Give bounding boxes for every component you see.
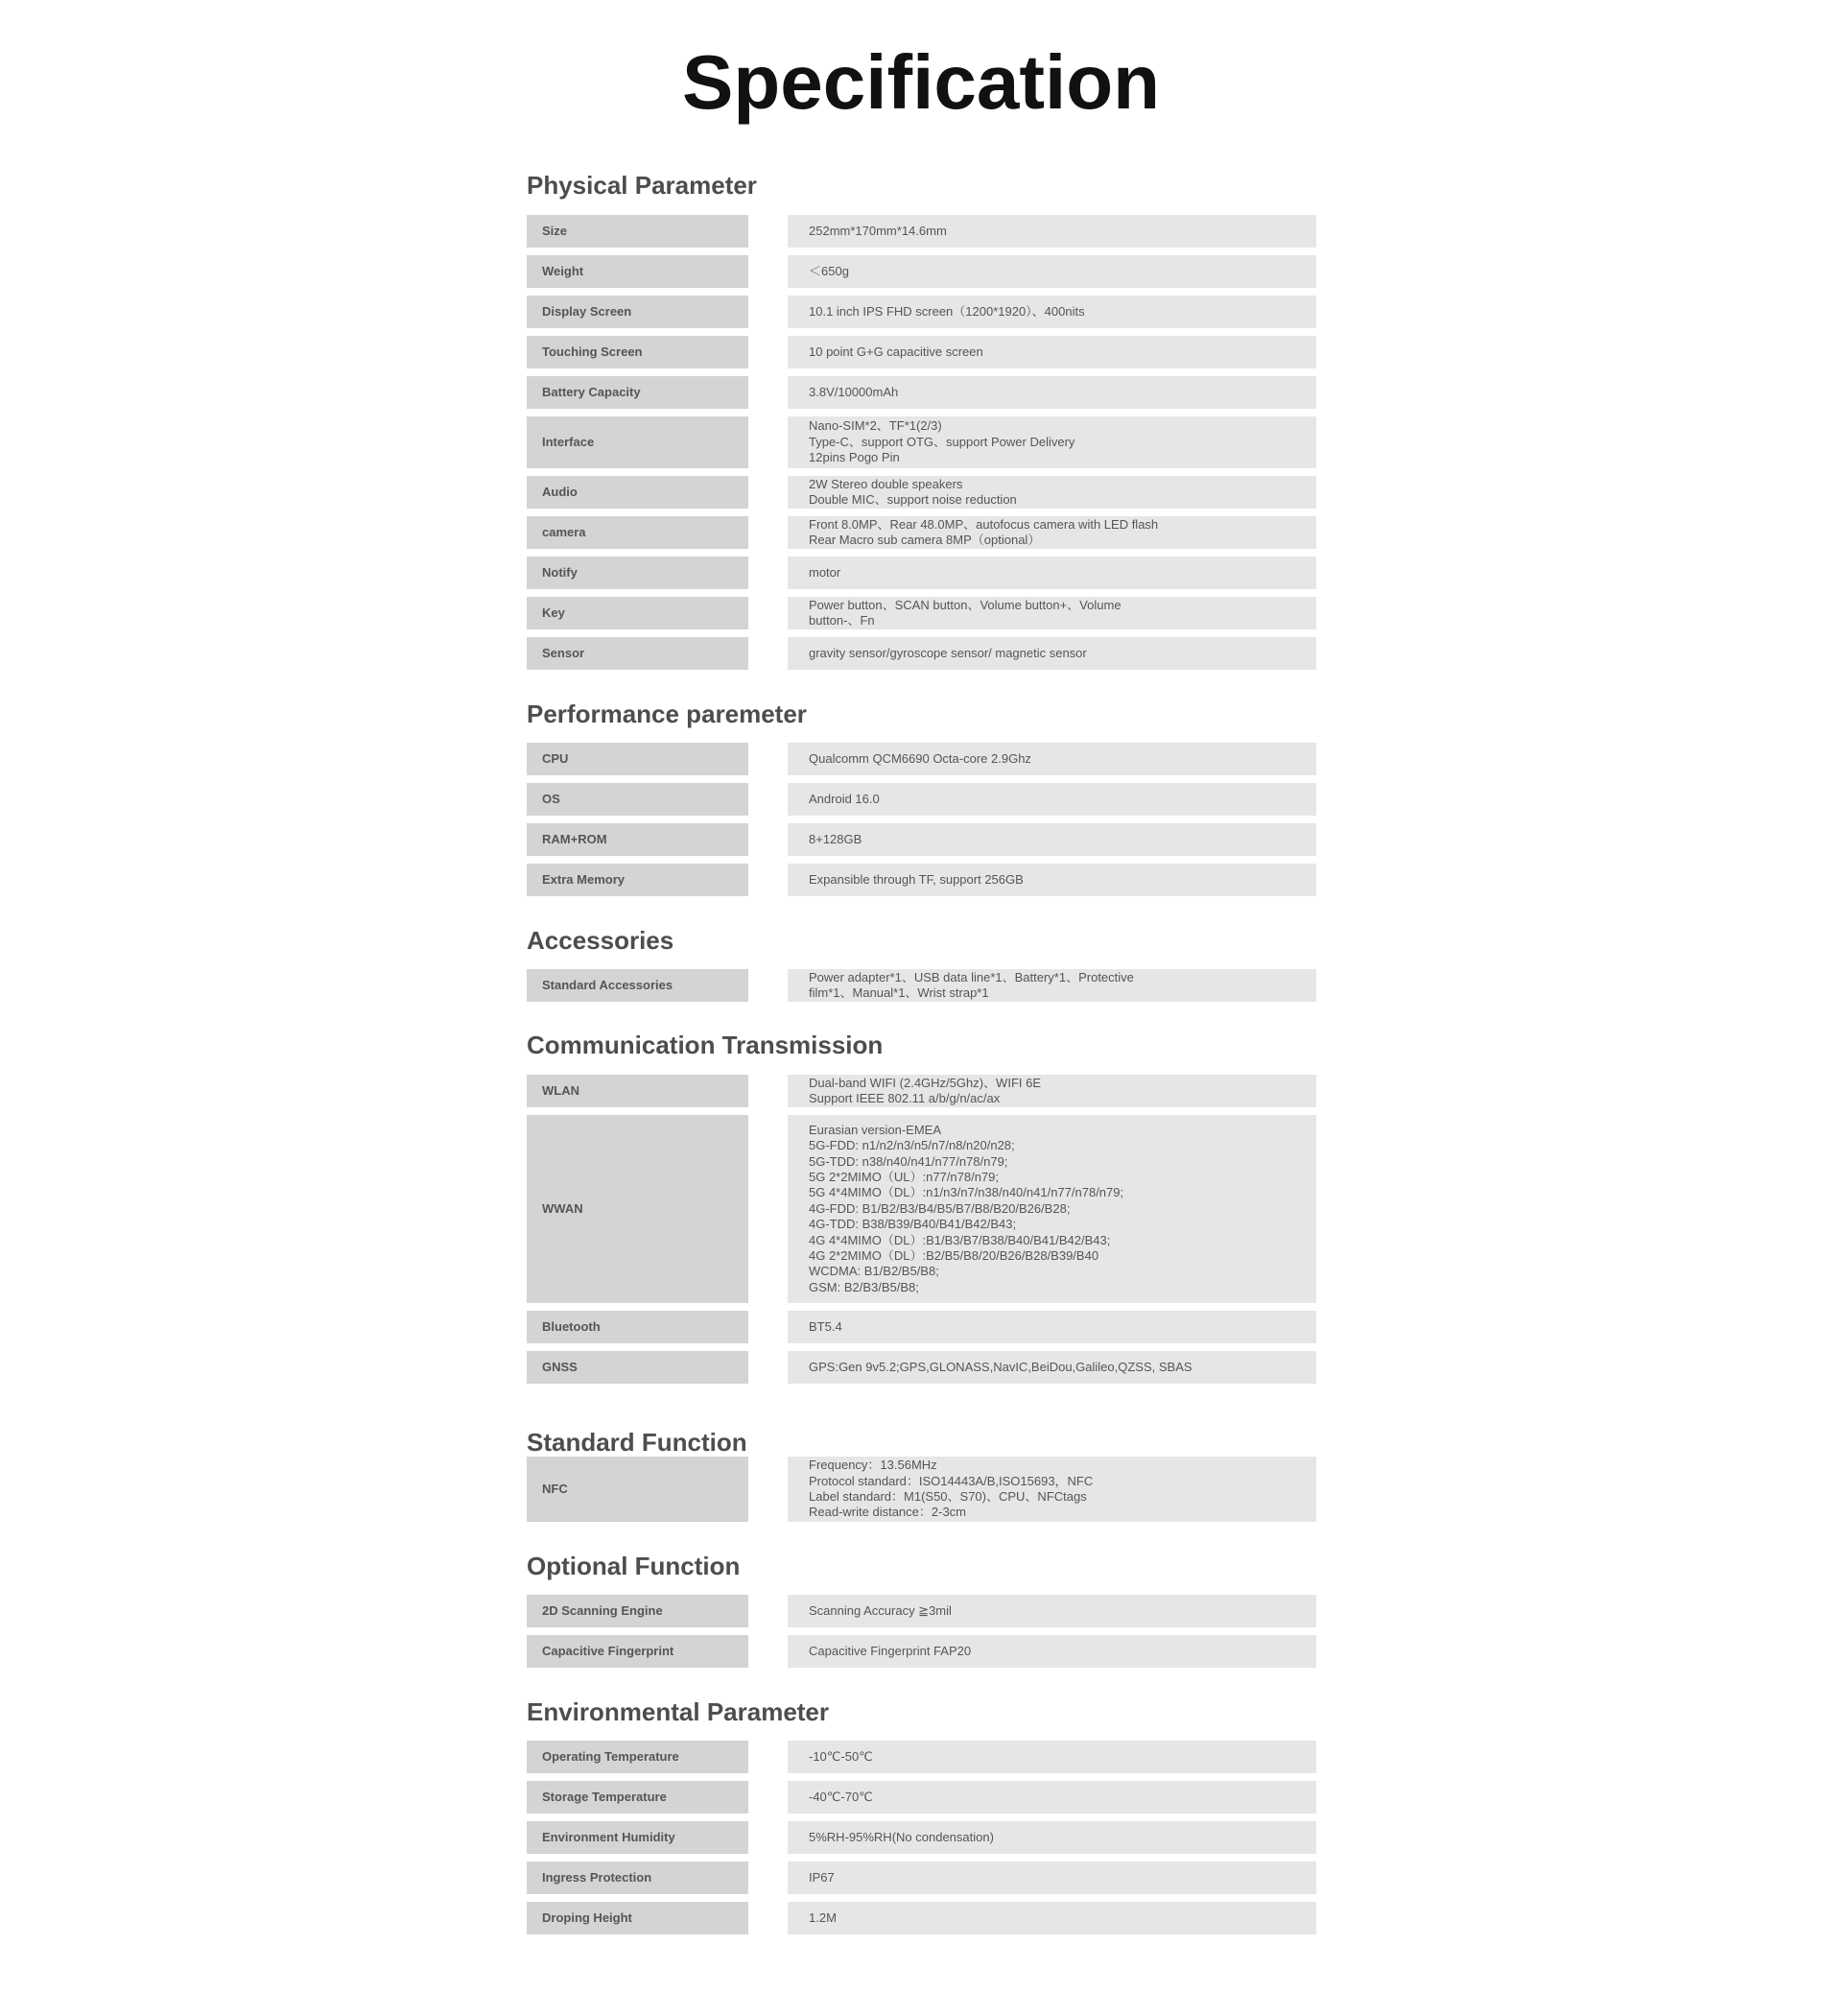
spec-value-line: Double MIC、support noise reduction: [809, 492, 1017, 507]
spec-value: [788, 557, 1316, 589]
spec-value-line: 252mm*170mm*14.6mm: [809, 223, 947, 238]
spec-value-line: Eurasian version-EMEA: [809, 1122, 941, 1137]
spec-value-line: Rear Macro sub camera 8MP（optional）: [809, 533, 1041, 547]
spec-value-line: Label standard：M1(S50、S70)、CPU、NFCtags: [809, 1489, 1087, 1504]
spec-value-line: Capacitive Fingerprint FAP20: [809, 1643, 972, 1658]
spec-label: Environment Humidity: [527, 1821, 748, 1854]
section-heading-environmental-parameter: Environmental Parameter: [527, 1697, 830, 1726]
spec-label: Sensor: [527, 637, 748, 670]
spec-value-line: -10℃-50℃: [809, 1748, 873, 1764]
spec-label: Capacitive Fingerprint: [527, 1635, 748, 1668]
spec-value-line: Protocol standard：ISO14443A/B,ISO15693，NFC: [809, 1473, 1094, 1488]
spec-row-battery-capacity: [527, 376, 1316, 409]
spec-value-line: 4G 2*2MIMO（DL）:B2/B5/B8/20/B26/B28/B39/B40: [809, 1248, 1099, 1264]
spec-label: WLAN: [527, 1075, 748, 1107]
spec-row-wwan: [527, 1115, 1316, 1303]
spec-row-size: [527, 215, 1316, 248]
spec-value: [788, 416, 1316, 468]
spec-value-line: gravity sensor/gyroscope sensor/ magnetic sensor: [809, 645, 1087, 660]
spec-value-line: Support IEEE 802.11 a/b/g/n/ac/ax: [809, 1091, 1001, 1105]
spec-label: Storage Temperature: [527, 1781, 748, 1814]
spec-value-line: Scanning Accuracy ≧3mil: [809, 1602, 952, 1618]
spec-row-wlan: [527, 1075, 1316, 1107]
spec-value: [788, 516, 1316, 549]
spec-value: [788, 1075, 1316, 1107]
spec-label: Touching Screen: [527, 336, 748, 368]
spec-row-storage-temperature: [527, 1781, 1316, 1814]
spec-row-droping-height: [527, 1902, 1316, 1934]
spec-label: Ingress Protection: [527, 1862, 748, 1894]
spec-value-line: WCDMA: B1/B2/B5/B8;: [809, 1264, 939, 1279]
spec-label: Standard Accessories: [527, 969, 748, 1002]
spec-value-line: Type-C、support OTG、support Power Delivery: [809, 434, 1075, 449]
spec-value-line: 2W Stereo double speakers: [809, 476, 963, 491]
spec-value-line: 4G 4*4MIMO（DL）:B1/B3/B7/B38/B40/B41/B42/B43;: [809, 1232, 1111, 1247]
spec-value-line: Android 16.0: [809, 791, 880, 806]
spec-value-line: Front 8.0MP、Rear 48.0MP、autofocus camera with LED flash: [809, 516, 1159, 532]
spec-value: [788, 597, 1316, 629]
spec-row-nfc: [527, 1457, 1316, 1522]
spec-value-line: 5G-TDD: n38/n40/n41/n77/n78/n79;: [809, 1153, 1008, 1169]
section-heading-standard-function: Standard Function: [527, 1428, 747, 1457]
spec-row-sensor: [527, 637, 1316, 670]
page-title: Specification: [682, 39, 1160, 125]
spec-row-camera: [527, 516, 1316, 549]
spec-value-line: 5G 2*2MIMO（UL）:n77/n78/n79;: [809, 1169, 999, 1184]
spec-value-line: 5%RH-95%RH(No condensation): [809, 1829, 994, 1844]
spec-row-capacitive-fingerprint: [527, 1635, 1316, 1668]
spec-row-weight: [527, 255, 1316, 288]
spec-row-gnss: [527, 1351, 1316, 1384]
spec-value-line: Read-write distance：2-3cm: [809, 1505, 967, 1520]
spec-label: Display Screen: [527, 296, 748, 328]
spec-label: 2D Scanning Engine: [527, 1595, 748, 1627]
spec-label: Bluetooth: [527, 1311, 748, 1343]
section-heading-optional-function: Optional Function: [527, 1552, 741, 1580]
spec-row-notify: [527, 557, 1316, 589]
spec-value-line: GPS:Gen 9v5.2;GPS,GLONASS,NavIC,BeiDou,Galileo,QZSS, SBAS: [809, 1359, 1193, 1374]
spec-label: RAM+ROM: [527, 823, 748, 856]
spec-value: [788, 376, 1316, 409]
spec-row-extra-memory: [527, 864, 1316, 896]
spec-label: Battery Capacity: [527, 376, 748, 409]
spec-row-2d-scanning-engine: [527, 1595, 1316, 1627]
spec-label: WWAN: [527, 1115, 748, 1303]
spec-value: [788, 864, 1316, 896]
spec-value: [788, 783, 1316, 816]
spec-value-line: Expansible through TF, support 256GB: [809, 871, 1024, 887]
spec-value-line: GSM: B2/B3/B5/B8;: [809, 1279, 919, 1294]
spec-value-line: Frequency：13.56MHz: [809, 1458, 937, 1473]
spec-value-line: -40℃-70℃: [809, 1789, 873, 1804]
spec-value-line: IP67: [809, 1869, 835, 1885]
spec-value: [788, 1457, 1316, 1522]
spec-value-line: Qualcomm QCM6690 Octa-core 2.9Ghz: [809, 750, 1031, 766]
spec-value-line: button-、Fn: [809, 613, 875, 628]
spec-label: Weight: [527, 255, 748, 288]
spec-row-operating-temperature: [527, 1741, 1316, 1773]
spec-row-interface: [527, 416, 1316, 468]
spec-value-line: BT5.4: [809, 1318, 842, 1334]
spec-value: [788, 743, 1316, 775]
spec-value: [788, 336, 1316, 368]
spec-value-line: 1.2M: [809, 1909, 837, 1925]
spec-row-standard-accessories: [527, 969, 1316, 1002]
section-heading-communication-transmission: Communication Transmission: [527, 1031, 884, 1059]
spec-row-display-screen: [527, 296, 1316, 328]
spec-row-key: [527, 597, 1316, 629]
spec-value-line: Power button、SCAN button、Volume button+、Volume: [809, 597, 1122, 612]
spec-label: CPU: [527, 743, 748, 775]
spec-row-touching-screen: [527, 336, 1316, 368]
spec-row-environment-humidity: [527, 1821, 1316, 1854]
spec-value: [788, 1902, 1316, 1934]
spec-row-audio: [527, 476, 1316, 509]
spec-value: [788, 1781, 1316, 1814]
spec-label: NFC: [527, 1457, 748, 1522]
spec-value: [788, 1741, 1316, 1773]
spec-value: [788, 296, 1316, 328]
spec-value-line: 4G-FDD: B1/B2/B3/B4/B5/B7/B8/B20/B26/B28;: [809, 1200, 1071, 1216]
spec-label: Size: [527, 215, 748, 248]
spec-value: [788, 1862, 1316, 1894]
section-heading-physical-parameter: Physical Parameter: [527, 171, 757, 200]
spec-label: Droping Height: [527, 1902, 748, 1934]
spec-label: Audio: [527, 476, 748, 509]
spec-label: Key: [527, 597, 748, 629]
spec-label: Notify: [527, 557, 748, 589]
spec-value: [788, 1635, 1316, 1668]
spec-value-line: 10 point G+G capacitive screen: [809, 344, 983, 359]
spec-row-bluetooth: [527, 1311, 1316, 1343]
spec-row-ram-rom: [527, 823, 1316, 856]
spec-row-os: [527, 783, 1316, 816]
spec-value-line: 5G 4*4MIMO（DL）:n1/n3/n7/n38/n40/n41/n77/n78/n79;: [809, 1185, 1124, 1200]
spec-value-line: 10.1 inch IPS FHD screen（1200*1920）、400nits: [809, 303, 1085, 319]
spec-value: [788, 476, 1316, 509]
spec-value-line: motor: [809, 564, 841, 580]
section-heading-accessories: Accessories: [527, 926, 674, 955]
spec-value-line: film*1、Manual*1、Wrist strap*1: [809, 985, 989, 1000]
spec-label: Extra Memory: [527, 864, 748, 896]
spec-value: [788, 215, 1316, 248]
spec-value-line: Dual-band WIFI (2.4GHz/5Ghz)、WIFI 6E: [809, 1075, 1042, 1090]
spec-value-line: Power adapter*1、USB data line*1、Battery*1、Protective: [809, 969, 1134, 984]
spec-row-cpu: [527, 743, 1316, 775]
spec-label: Operating Temperature: [527, 1741, 748, 1773]
spec-value: [788, 255, 1316, 288]
spec-value: [788, 823, 1316, 856]
spec-value-line: 4G-TDD: B38/B39/B40/B41/B42/B43;: [809, 1217, 1017, 1232]
spec-row-ingress-protection: [527, 1862, 1316, 1894]
spec-value: [788, 1311, 1316, 1343]
spec-label: GNSS: [527, 1351, 748, 1384]
spec-value-line: 8+128GB: [809, 831, 862, 846]
spec-value-line: 12pins Pogo Pin: [809, 450, 900, 465]
spec-label: OS: [527, 783, 748, 816]
spec-value-line: Nano-SIM*2、TF*1(2/3): [809, 418, 942, 434]
spec-value: [788, 637, 1316, 670]
spec-value: [788, 1351, 1316, 1384]
spec-value: [788, 969, 1316, 1002]
spec-value-line: 3.8V/10000mAh: [809, 384, 899, 399]
spec-label: Interface: [527, 416, 748, 468]
spec-label: camera: [527, 516, 748, 549]
spec-value-line: ＜650g: [809, 263, 849, 278]
spec-value: [788, 1821, 1316, 1854]
spec-value: [788, 1595, 1316, 1627]
section-heading-performance-paremeter: Performance paremeter: [527, 700, 807, 728]
spec-value: [788, 1115, 1316, 1303]
spec-value-line: 5G-FDD: n1/n2/n3/n5/n7/n8/n20/n28;: [809, 1138, 1015, 1153]
